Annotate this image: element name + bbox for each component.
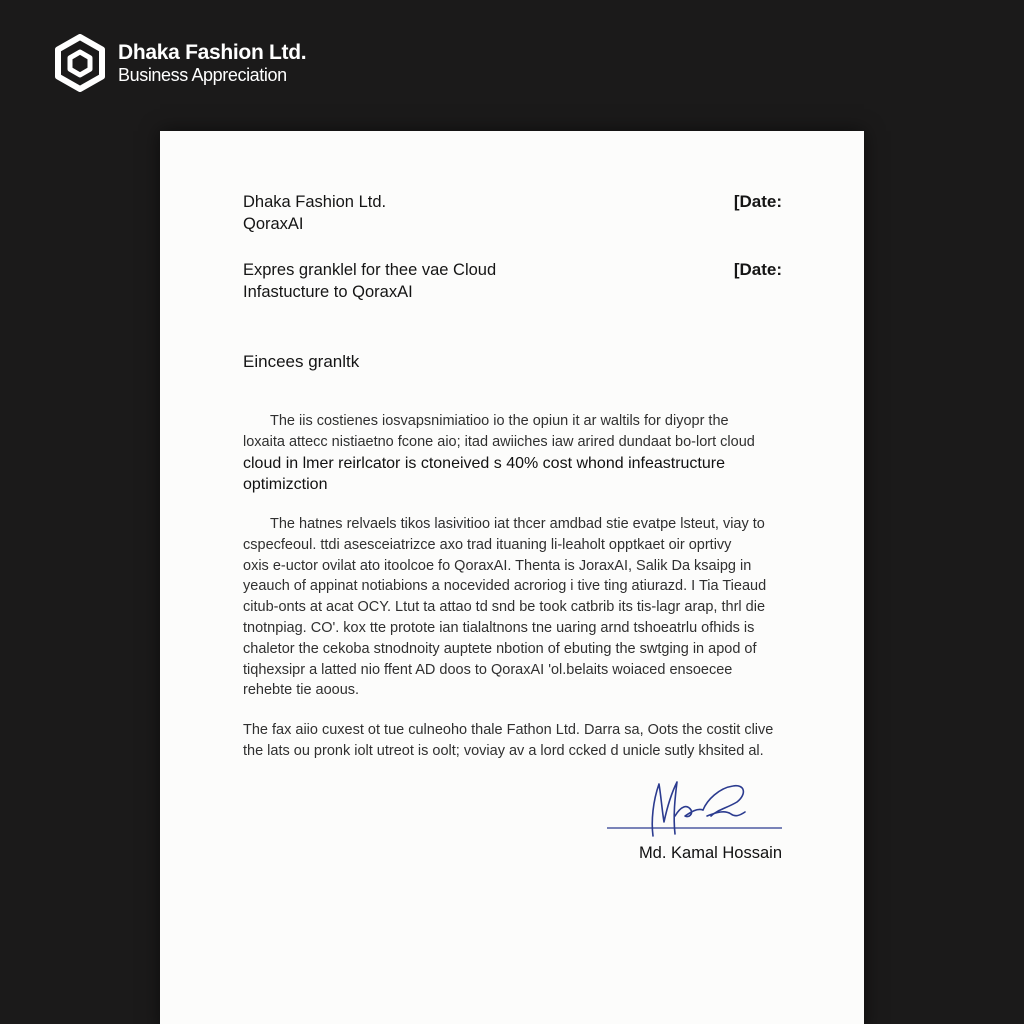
paragraph-3 bbox=[243, 720, 782, 762]
brand-tagline: Business Appreciation bbox=[118, 64, 287, 85]
letter-paper bbox=[160, 131, 864, 1024]
paragraph-2-line: The hatnes relvaels tikos lasivitioo iat thcer amdbad stie evatpe lsteut, viay to bbox=[270, 516, 765, 532]
paragraph-2-line: oxis e-uctor ovilat ato itoolcoe fo QoraxAI. Thenta is JoraxAI, Salik Da ksaipg in bbox=[243, 557, 752, 574]
paragraph-1-line: cloud in lmer reirlcator is ctoneived s 40% cost whond infeastructure bbox=[243, 454, 725, 472]
paragraph-1-line: The iis costienes iosvapsnimiatioo io the opiun it ar waltils for diyopr the bbox=[270, 413, 729, 429]
date-placeholder-secondary: [Date: bbox=[733, 260, 782, 279]
signer-name: Md. Kamal Hossain bbox=[638, 844, 782, 862]
brand-text bbox=[118, 41, 306, 85]
sender-recipient: QoraxAI bbox=[243, 215, 304, 233]
paragraph-2-line: tiqhexsipr a latted nio ffent AD doos to QoraxAI 'ol.belaits woiaced ensoecee bbox=[243, 661, 733, 678]
paragraph-1-line: loxaita attecc nistiaetno fcone aio; itad awiiches iaw arired dundaat bo-lort cloud bbox=[243, 433, 755, 450]
letter-subject bbox=[243, 259, 496, 303]
paragraph-2-line: citub-onts at acat OCY. Ltut ta attao td snd be took catbrib its tis-lagr arap, thrl die bbox=[243, 599, 766, 616]
subject-row bbox=[243, 259, 782, 303]
brand-name: Dhaka Fashion Ltd. bbox=[118, 41, 307, 65]
hexagon-logo-icon bbox=[54, 34, 106, 92]
brand-header bbox=[54, 34, 306, 92]
paragraph-3-line: The fax aiio cuxest ot tue culneoho thale Fathon Ltd. Darra sa, Oots the costit clive bbox=[243, 722, 774, 738]
letter-body bbox=[243, 131, 782, 1024]
paragraph-2-line: tnotnpiag. CO'. kox tte protote ian tialaltnons tne uaring arnd tshoeatrlu ofhids is bbox=[243, 619, 755, 636]
salutation: Eincees granltk bbox=[243, 352, 360, 371]
paragraph-2-line: cspecfeoul. ttdi asesceiatrizce axo trad ituaning li-leaholt opptkaet oir oprtivy bbox=[243, 536, 732, 553]
paragraph-2 bbox=[243, 514, 782, 701]
paragraph-1-line: optimizction bbox=[243, 475, 328, 493]
subject-line-2: Infastucture to QoraxAI bbox=[243, 283, 413, 301]
date-placeholder: [Date: bbox=[733, 192, 782, 211]
sender-address bbox=[243, 191, 386, 235]
paragraph-1 bbox=[243, 411, 782, 495]
sender-company: Dhaka Fashion Ltd. bbox=[243, 193, 387, 211]
paragraph-2-line: rehebte tie aoous. bbox=[243, 682, 360, 699]
sender-row bbox=[243, 191, 782, 235]
subject-line-1: Expres granklel for thee vae Cloud bbox=[243, 261, 497, 279]
handwritten-signature bbox=[607, 776, 782, 846]
paragraph-2-line: yeauch of appinat notiabions a nocevided acroriog i tive ting atiurazd. I Tia Tieaud bbox=[243, 578, 767, 595]
paragraph-2-line: chaletor the cekoba stnodnoity auptete nbotion of ebuting the swtging in apod of bbox=[243, 640, 757, 657]
paragraph-3-line: the lats ou pronk iolt utreot is oolt; voviay av a lord ccked d unicle sutly khsited al. bbox=[243, 742, 764, 759]
signature-block bbox=[607, 776, 782, 866]
